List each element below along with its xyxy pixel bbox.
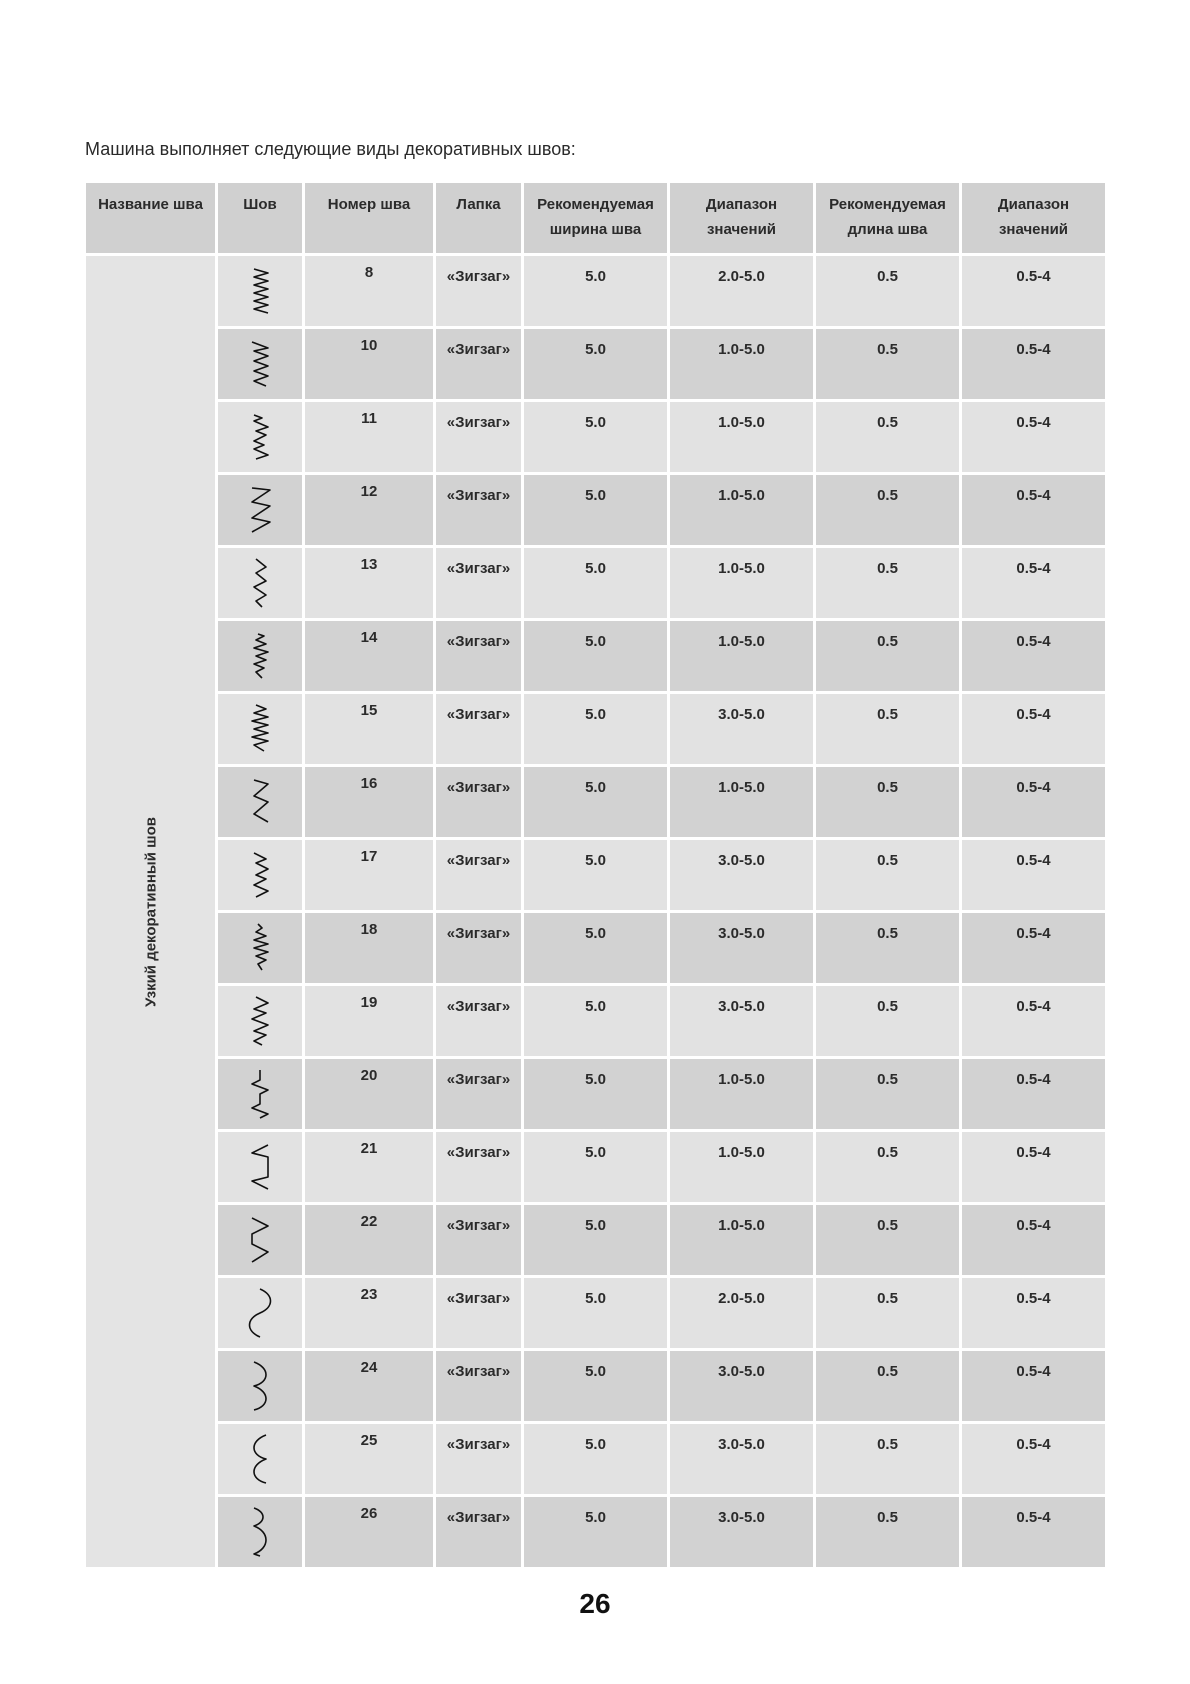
stitch-number-cell (305, 1205, 433, 1275)
width-range: 1.0-5.0 (718, 487, 765, 504)
stitch-icon-cell (218, 475, 302, 545)
table-row (86, 767, 1105, 837)
foot: «Зигзаг» (446, 341, 511, 358)
foot-cell (436, 329, 521, 399)
table-row (86, 913, 1105, 983)
stitch-icon-cell (218, 1351, 302, 1421)
stitch-icon-cell (218, 1497, 302, 1567)
rec-width: 5.0 (585, 341, 606, 358)
rec-width: 5.0 (585, 633, 606, 650)
rec-width-cell (524, 402, 667, 472)
stitch-icon-cell (218, 329, 302, 399)
stitch-13-icon (240, 555, 280, 611)
stitch-number-cell (305, 767, 433, 837)
length-range: 0.5-4 (1016, 925, 1051, 942)
width-range-cell (670, 1278, 813, 1348)
stitch-number: 21 (360, 1140, 378, 1157)
rec-length: 0.5 (877, 1436, 898, 1453)
table-row (86, 986, 1105, 1056)
stitch-number-cell (305, 694, 433, 764)
foot: «Зигзаг» (446, 1071, 511, 1088)
rec-width-cell (524, 621, 667, 691)
length-range: 0.5-4 (1016, 1509, 1051, 1526)
header-number (305, 183, 433, 253)
length-range-cell (962, 256, 1105, 326)
foot-cell (436, 1424, 521, 1494)
rec-width-cell (524, 913, 667, 983)
width-range: 2.0-5.0 (718, 1290, 765, 1307)
length-range-cell (962, 913, 1105, 983)
table-row (86, 694, 1105, 764)
table-row (86, 840, 1105, 910)
stitch-21-icon (240, 1139, 280, 1195)
rec-width-cell (524, 1497, 667, 1567)
rec-width-cell (524, 767, 667, 837)
rec-width: 5.0 (585, 1436, 606, 1453)
stitch-number: 26 (360, 1505, 378, 1522)
rec-length-cell (816, 548, 959, 618)
width-range-cell (670, 621, 813, 691)
rec-width: 5.0 (585, 998, 606, 1015)
rec-length-cell (816, 256, 959, 326)
foot: «Зигзаг» (446, 1436, 511, 1453)
width-range: 3.0-5.0 (718, 998, 765, 1015)
stitch-19-icon (240, 993, 280, 1049)
width-range: 3.0-5.0 (718, 852, 765, 869)
length-range: 0.5-4 (1016, 1071, 1051, 1088)
stitch-table (83, 180, 1108, 1570)
length-range-cell (962, 1424, 1105, 1494)
width-range-cell (670, 548, 813, 618)
width-range: 1.0-5.0 (718, 779, 765, 796)
foot: «Зигзаг» (446, 414, 511, 431)
rec-width-cell (524, 840, 667, 910)
rec-length-cell (816, 1205, 959, 1275)
rec-width: 5.0 (585, 1290, 606, 1307)
stitch-icon-cell (218, 986, 302, 1056)
stitch-number-cell (305, 1351, 433, 1421)
width-range: 1.0-5.0 (718, 414, 765, 431)
rec-width: 5.0 (585, 852, 606, 869)
stitch-number: 23 (360, 1286, 378, 1303)
rec-length-cell (816, 475, 959, 545)
stitch-number: 14 (360, 629, 378, 646)
rec-length-cell (816, 913, 959, 983)
header-foot-label: Лапка (456, 196, 501, 213)
stitch-icon-cell (218, 1205, 302, 1275)
stitch-number: 18 (360, 921, 378, 938)
rec-length: 0.5 (877, 1144, 898, 1161)
table-row (86, 329, 1105, 399)
length-range-cell (962, 840, 1105, 910)
rec-width: 5.0 (585, 414, 606, 431)
foot-cell (436, 402, 521, 472)
rec-length: 0.5 (877, 1217, 898, 1234)
width-range-cell (670, 986, 813, 1056)
stitch-18-icon (240, 920, 280, 976)
stitch-number-cell (305, 475, 433, 545)
width-range-cell (670, 1205, 813, 1275)
width-range-cell (670, 1059, 813, 1129)
rec-length: 0.5 (877, 414, 898, 431)
stitch-number-cell (305, 1424, 433, 1494)
foot-cell (436, 840, 521, 910)
stitch-icon-cell (218, 256, 302, 326)
rec-width: 5.0 (585, 268, 606, 285)
length-range: 0.5-4 (1016, 1217, 1051, 1234)
stitch-icon-cell (218, 548, 302, 618)
stitch-23-icon (240, 1285, 280, 1341)
length-range-cell (962, 986, 1105, 1056)
length-range: 0.5-4 (1016, 779, 1051, 796)
rec-length-cell (816, 1059, 959, 1129)
table-row (86, 1205, 1105, 1275)
header-length-range-line1: Диапазон (997, 196, 1070, 213)
group-name: Узкий декоративный шов (142, 816, 159, 1007)
stitch-16-icon (240, 774, 280, 830)
foot: «Зигзаг» (446, 1290, 511, 1307)
stitch-24-icon (240, 1358, 280, 1414)
length-range-cell (962, 1132, 1105, 1202)
length-range-cell (962, 548, 1105, 618)
rec-length-cell (816, 1424, 959, 1494)
rec-width-cell (524, 1351, 667, 1421)
foot-cell (436, 1205, 521, 1275)
header-rec-length-line2: длина шва (847, 221, 928, 238)
foot: «Зигзаг» (446, 706, 511, 723)
stitch-icon-cell (218, 840, 302, 910)
stitch-number: 19 (360, 994, 378, 1011)
table-row (86, 402, 1105, 472)
foot: «Зигзаг» (446, 1509, 511, 1526)
table-row (86, 1351, 1105, 1421)
width-range: 1.0-5.0 (718, 1144, 765, 1161)
stitch-icon-cell (218, 913, 302, 983)
header-name (86, 183, 215, 253)
rec-width: 5.0 (585, 560, 606, 577)
rec-length: 0.5 (877, 633, 898, 650)
stitch-11-icon (240, 409, 280, 465)
rec-length-cell (816, 767, 959, 837)
stitch-number-cell (305, 621, 433, 691)
rec-width-cell (524, 475, 667, 545)
width-range: 1.0-5.0 (718, 560, 765, 577)
page-number: 26 (579, 1588, 611, 1619)
stitch-number: 10 (360, 337, 378, 354)
stitch-number: 8 (364, 264, 374, 281)
foot-cell (436, 1497, 521, 1567)
width-range-cell (670, 1424, 813, 1494)
table-row (86, 1132, 1105, 1202)
width-range-cell (670, 694, 813, 764)
foot: «Зигзаг» (446, 925, 511, 942)
stitch-number: 15 (360, 702, 378, 719)
stitch-15-icon (240, 701, 280, 757)
table-row (86, 1424, 1105, 1494)
foot-cell (436, 621, 521, 691)
width-range-cell (670, 475, 813, 545)
header-length-range-line2: значений (998, 221, 1069, 238)
width-range-cell (670, 329, 813, 399)
length-range: 0.5-4 (1016, 1436, 1051, 1453)
length-range: 0.5-4 (1016, 341, 1051, 358)
stitch-number-cell (305, 1059, 433, 1129)
stitch-number-cell (305, 986, 433, 1056)
header-name-label: Название шва (98, 196, 203, 213)
stitch-icon-cell (218, 402, 302, 472)
length-range: 0.5-4 (1016, 706, 1051, 723)
rec-width: 5.0 (585, 925, 606, 942)
foot-cell (436, 1278, 521, 1348)
rec-length: 0.5 (877, 1509, 898, 1526)
rec-width-cell (524, 1278, 667, 1348)
length-range: 0.5-4 (1016, 1144, 1051, 1161)
stitch-number-cell (305, 1497, 433, 1567)
rec-length: 0.5 (877, 268, 898, 285)
length-range-cell (962, 329, 1105, 399)
foot: «Зигзаг» (446, 633, 511, 650)
width-range: 3.0-5.0 (718, 706, 765, 723)
width-range-cell (670, 913, 813, 983)
length-range-cell (962, 402, 1105, 472)
rec-length-cell (816, 1132, 959, 1202)
stitch-26-icon (240, 1504, 280, 1560)
rec-length-cell (816, 1278, 959, 1348)
stitch-number: 25 (360, 1432, 378, 1449)
header-length-range (962, 183, 1105, 253)
header-rec-length (816, 183, 959, 253)
stitch-icon-cell (218, 1424, 302, 1494)
rec-length-cell (816, 1351, 959, 1421)
table-row (86, 1059, 1105, 1129)
length-range: 0.5-4 (1016, 852, 1051, 869)
rec-width: 5.0 (585, 706, 606, 723)
rec-length: 0.5 (877, 560, 898, 577)
rec-width: 5.0 (585, 1071, 606, 1088)
stitch-number: 12 (360, 483, 378, 500)
width-range: 1.0-5.0 (718, 1217, 765, 1234)
header-foot (436, 183, 521, 253)
length-range: 0.5-4 (1016, 560, 1051, 577)
width-range: 3.0-5.0 (718, 925, 765, 942)
foot-cell (436, 1351, 521, 1421)
foot-cell (436, 475, 521, 545)
rec-length: 0.5 (877, 706, 898, 723)
header-rec-length-line1: Рекомендуемая (829, 196, 946, 213)
length-range: 0.5-4 (1016, 633, 1051, 650)
foot: «Зигзаг» (446, 852, 511, 869)
rec-width-cell (524, 1424, 667, 1494)
rec-length: 0.5 (877, 1071, 898, 1088)
rec-length: 0.5 (877, 925, 898, 942)
stitch-number: 24 (360, 1359, 378, 1376)
foot-cell (436, 694, 521, 764)
header-rec-width (524, 183, 667, 253)
length-range-cell (962, 1278, 1105, 1348)
stitch-22-icon (240, 1212, 280, 1268)
stitch-12-icon (240, 482, 280, 538)
length-range: 0.5-4 (1016, 487, 1051, 504)
stitch-number-cell (305, 402, 433, 472)
rec-width: 5.0 (585, 487, 606, 504)
rec-width-cell (524, 548, 667, 618)
rec-width: 5.0 (585, 1363, 606, 1380)
foot: «Зигзаг» (446, 1144, 511, 1161)
foot: «Зигзаг» (446, 487, 511, 504)
rec-length: 0.5 (877, 487, 898, 504)
rec-width-cell (524, 329, 667, 399)
group-name-cell (86, 256, 215, 1567)
header-number-label: Номер шва (327, 196, 411, 213)
width-range-cell (670, 840, 813, 910)
header-width-range-line1: Диапазон (705, 196, 778, 213)
stitch-icon-cell (218, 621, 302, 691)
length-range-cell (962, 1497, 1105, 1567)
stitch-14-icon (240, 628, 280, 684)
foot-cell (436, 986, 521, 1056)
length-range: 0.5-4 (1016, 414, 1051, 431)
rec-length: 0.5 (877, 852, 898, 869)
stitch-number-cell (305, 548, 433, 618)
header-width-range-line2: значений (706, 221, 777, 238)
width-range-cell (670, 1351, 813, 1421)
rec-length: 0.5 (877, 1290, 898, 1307)
header-row (86, 183, 1105, 253)
foot-cell (436, 1132, 521, 1202)
rec-width: 5.0 (585, 1509, 606, 1526)
table-row (86, 1278, 1105, 1348)
stitch-10-icon (240, 336, 280, 392)
foot-cell (436, 767, 521, 837)
header-stitch (218, 183, 302, 253)
rec-length-cell (816, 694, 959, 764)
intro-text: Машина выполняет следующие виды декоративных швов: (85, 139, 576, 159)
stitch-icon-cell (218, 767, 302, 837)
width-range: 3.0-5.0 (718, 1509, 765, 1526)
stitch-icon-cell (218, 694, 302, 764)
stitch-number-cell (305, 840, 433, 910)
foot: «Зигзаг» (446, 779, 511, 796)
foot: «Зигзаг» (446, 1363, 511, 1380)
length-range-cell (962, 475, 1105, 545)
rec-length: 0.5 (877, 779, 898, 796)
stitch-20-icon (240, 1066, 280, 1122)
width-range: 1.0-5.0 (718, 633, 765, 650)
rec-width-cell (524, 1132, 667, 1202)
foot: «Зигзаг» (446, 1217, 511, 1234)
stitch-number-cell (305, 913, 433, 983)
table-row (86, 1497, 1105, 1567)
header-stitch-label: Шов (243, 196, 277, 213)
rec-width-cell (524, 986, 667, 1056)
length-range-cell (962, 621, 1105, 691)
rec-length-cell (816, 329, 959, 399)
length-range-cell (962, 1351, 1105, 1421)
length-range: 0.5-4 (1016, 998, 1051, 1015)
header-rec-width-line2: ширина шва (549, 221, 642, 238)
width-range: 1.0-5.0 (718, 1071, 765, 1088)
table-row (86, 256, 1105, 326)
stitch-icon-cell (218, 1278, 302, 1348)
rec-width-cell (524, 256, 667, 326)
header-width-range (670, 183, 813, 253)
stitch-icon-cell (218, 1132, 302, 1202)
width-range-cell (670, 402, 813, 472)
stitch-number-cell (305, 1132, 433, 1202)
width-range: 3.0-5.0 (718, 1436, 765, 1453)
stitch-number: 20 (360, 1067, 378, 1084)
foot: «Зигзаг» (446, 560, 511, 577)
table-row (86, 621, 1105, 691)
length-range: 0.5-4 (1016, 1290, 1051, 1307)
length-range: 0.5-4 (1016, 1363, 1051, 1380)
stitch-number-cell (305, 1278, 433, 1348)
stitch-8-icon (240, 263, 280, 319)
stitch-number-cell (305, 256, 433, 326)
rec-width-cell (524, 694, 667, 764)
rec-length-cell (816, 986, 959, 1056)
rec-width: 5.0 (585, 1144, 606, 1161)
rec-length: 0.5 (877, 1363, 898, 1380)
width-range-cell (670, 256, 813, 326)
stitch-number-cell (305, 329, 433, 399)
width-range-cell (670, 1497, 813, 1567)
width-range: 3.0-5.0 (718, 1363, 765, 1380)
rec-length-cell (816, 840, 959, 910)
stitch-number: 22 (360, 1213, 378, 1230)
width-range-cell (670, 767, 813, 837)
stitch-icon-cell (218, 1059, 302, 1129)
rec-length-cell (816, 1497, 959, 1567)
width-range: 2.0-5.0 (718, 268, 765, 285)
length-range-cell (962, 767, 1105, 837)
stitch-25-icon (240, 1431, 280, 1487)
rec-length-cell (816, 402, 959, 472)
rec-length: 0.5 (877, 998, 898, 1015)
rec-width-cell (524, 1205, 667, 1275)
foot-cell (436, 913, 521, 983)
foot-cell (436, 548, 521, 618)
length-range-cell (962, 1059, 1105, 1129)
header-rec-width-line1: Рекомендуемая (537, 196, 654, 213)
foot: «Зигзаг» (446, 268, 511, 285)
rec-width-cell (524, 1059, 667, 1129)
length-range-cell (962, 694, 1105, 764)
foot: «Зигзаг» (446, 998, 511, 1015)
stitch-number: 11 (361, 410, 377, 427)
stitch-number: 16 (360, 775, 378, 792)
rec-length: 0.5 (877, 341, 898, 358)
width-range: 1.0-5.0 (718, 341, 765, 358)
table-row (86, 548, 1105, 618)
stitch-number: 17 (360, 848, 378, 865)
stitch-17-icon (240, 847, 280, 903)
foot-cell (436, 256, 521, 326)
rec-length-cell (816, 621, 959, 691)
length-range-cell (962, 1205, 1105, 1275)
rec-width: 5.0 (585, 1217, 606, 1234)
table-row (86, 475, 1105, 545)
stitch-number: 13 (360, 556, 378, 573)
length-range: 0.5-4 (1016, 268, 1051, 285)
rec-width: 5.0 (585, 779, 606, 796)
width-range-cell (670, 1132, 813, 1202)
foot-cell (436, 1059, 521, 1129)
